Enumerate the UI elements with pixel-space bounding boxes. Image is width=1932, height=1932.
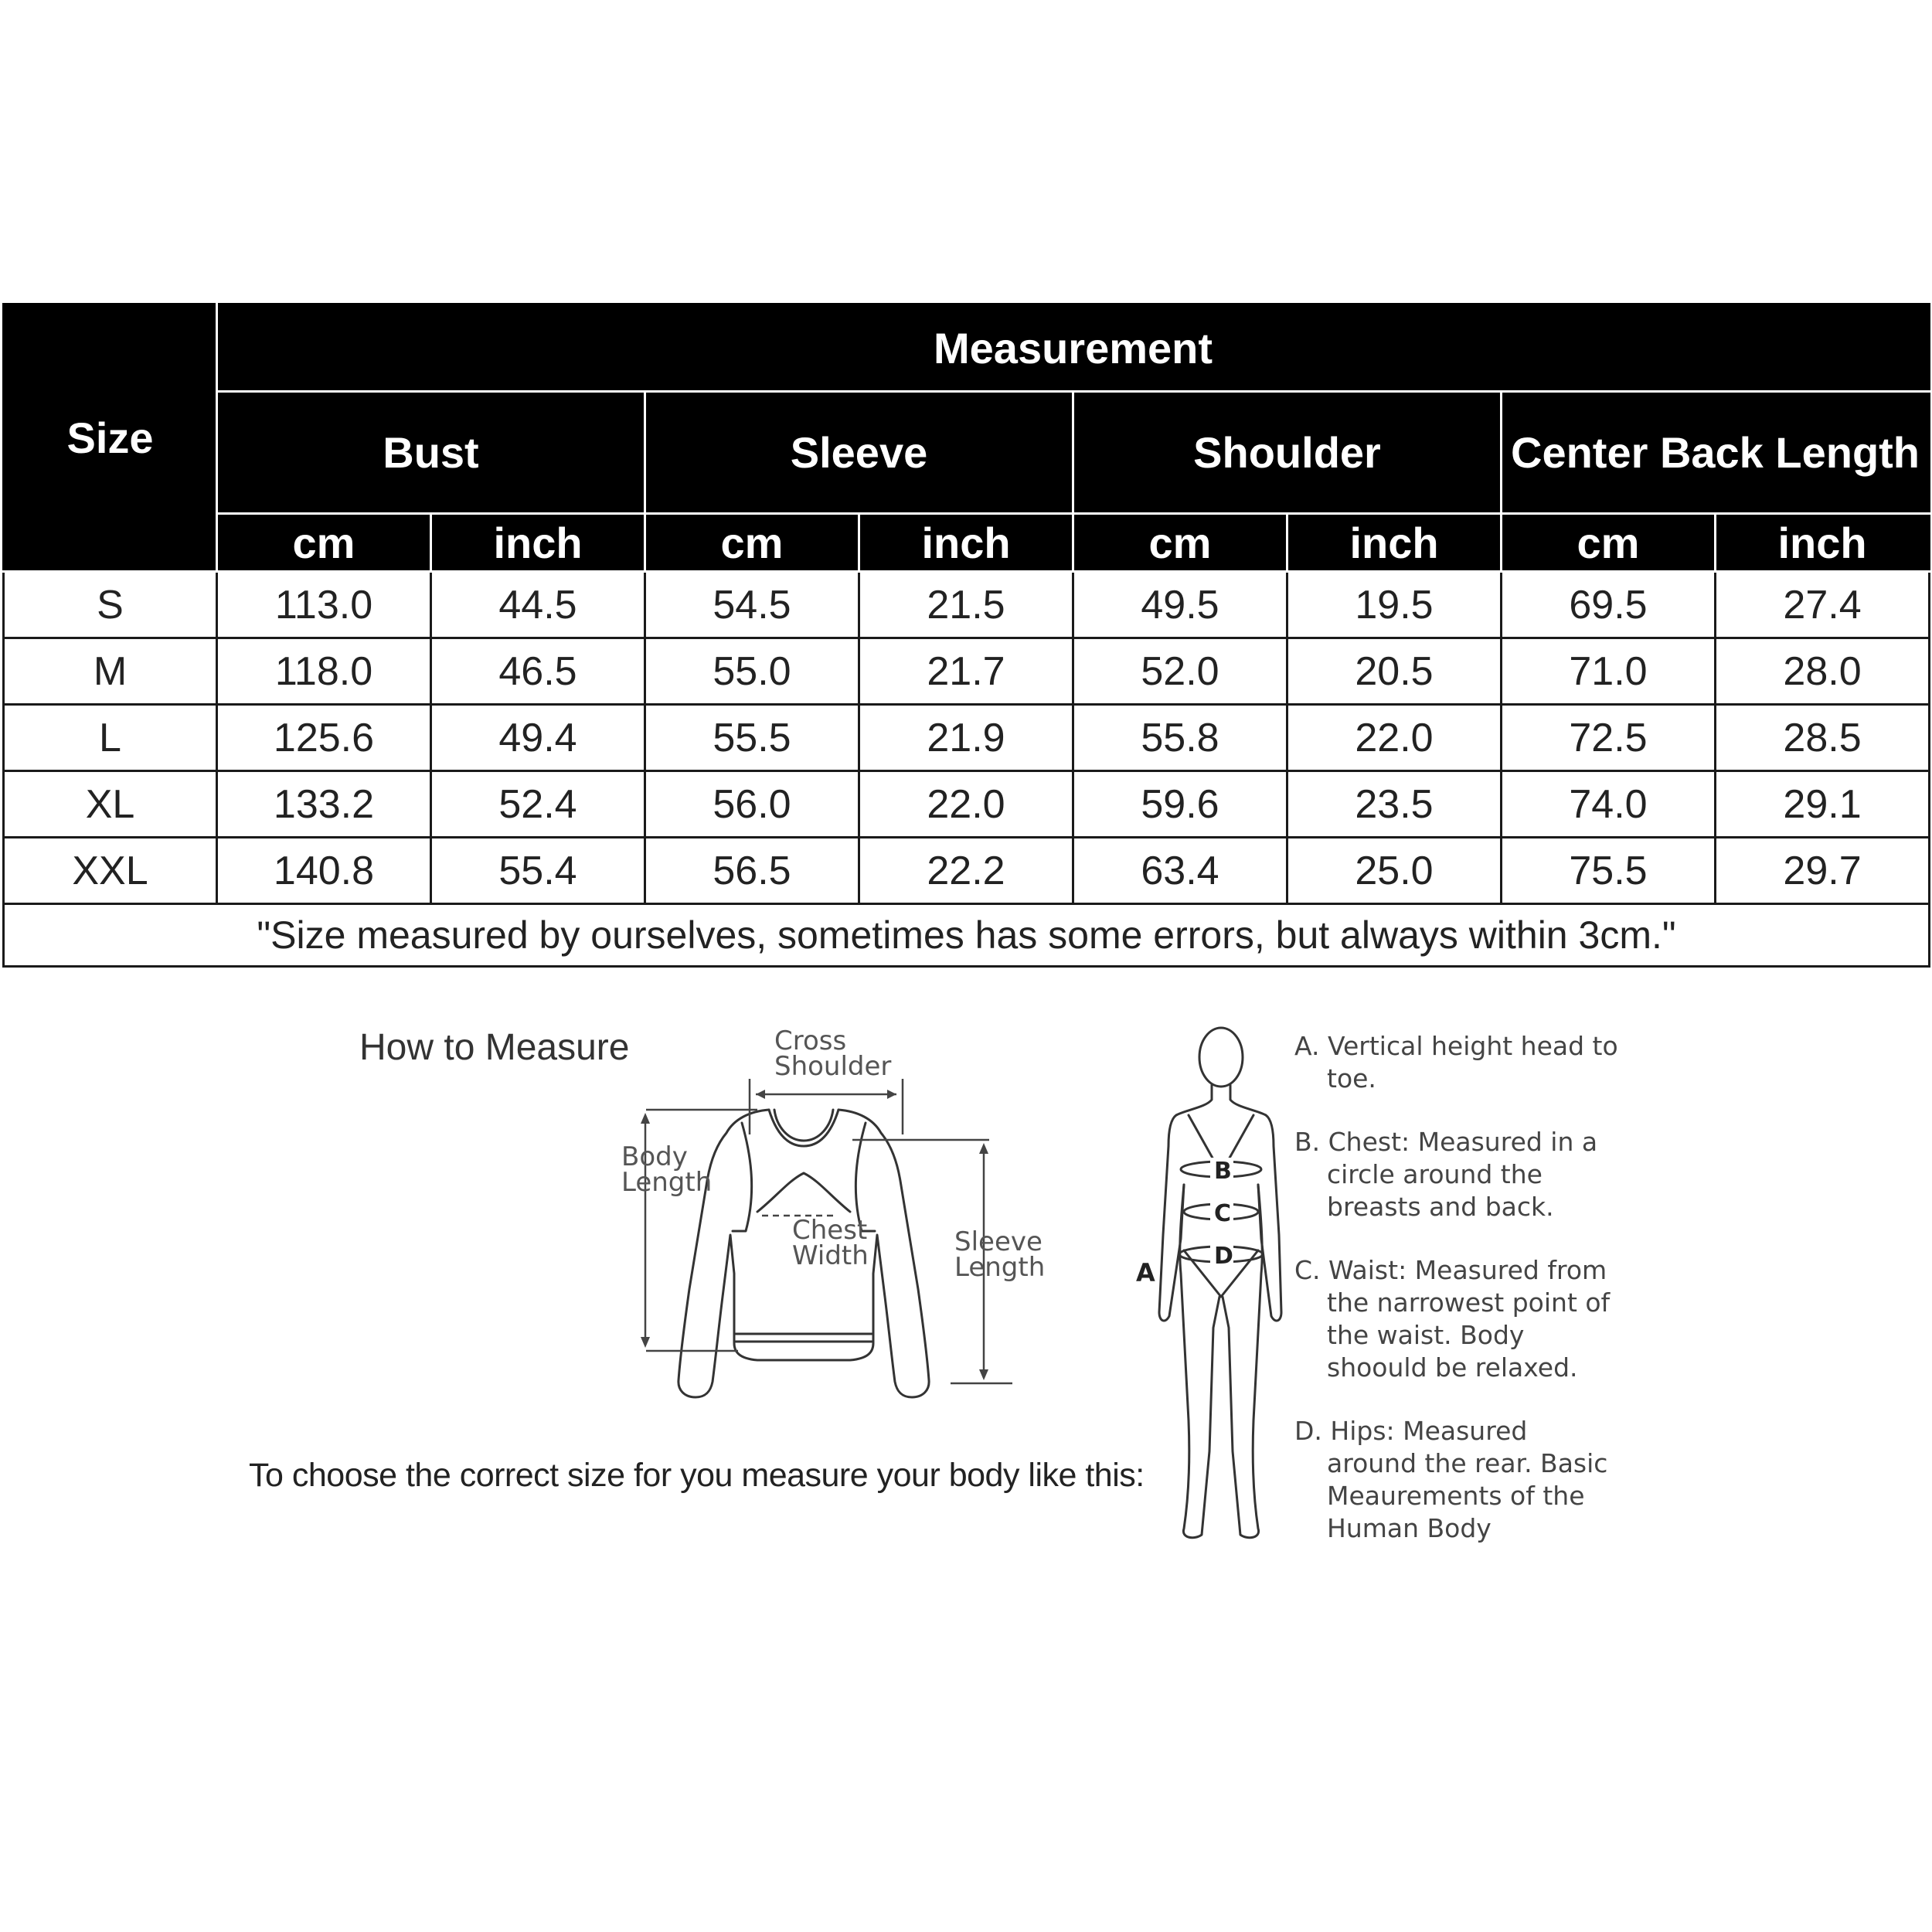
table-row [4, 638, 1930, 705]
value-cell: 74.0 [1502, 771, 1716, 838]
size-cell: L [4, 705, 217, 771]
sleeve-length-label-2: Length [954, 1252, 1046, 1283]
label-c: C [1214, 1200, 1232, 1227]
unit-header-inch: inch [431, 514, 645, 572]
value-cell: 52.4 [431, 771, 645, 838]
table-row [4, 705, 1930, 771]
value-cell: 49.5 [1073, 572, 1287, 638]
body-diagram [1128, 1019, 1283, 1560]
legend-item-a: A. Vertical height head to toe. [1294, 1031, 1618, 1094]
value-cell: 21.9 [859, 705, 1073, 771]
body-length-label-2: Length [621, 1167, 713, 1198]
value-cell: 22.2 [859, 838, 1073, 904]
cross-shoulder-label-2: Shoulder [774, 1051, 892, 1082]
value-cell: 54.5 [645, 572, 859, 638]
size-cell: M [4, 638, 217, 705]
value-cell: 140.8 [217, 838, 431, 904]
value-cell: 22.0 [859, 771, 1073, 838]
label-b: B [1214, 1158, 1232, 1185]
value-cell: 20.5 [1287, 638, 1502, 705]
value-cell: 125.6 [217, 705, 431, 771]
value-cell: 55.4 [431, 838, 645, 904]
value-cell: 25.0 [1287, 838, 1502, 904]
unit-header-inch: inch [859, 514, 1073, 572]
body-length-label-1: Body [621, 1141, 688, 1172]
value-cell: 21.5 [859, 572, 1073, 638]
label-d: D [1214, 1243, 1233, 1270]
value-cell: 56.5 [645, 838, 859, 904]
value-cell: 28.0 [1716, 638, 1930, 705]
size-chart-table [2, 303, 1930, 968]
value-cell: 55.0 [645, 638, 859, 705]
table-row [4, 572, 1930, 638]
legend-item-d: D. Hips: Measured around the rear. Basic Meaurements of the Human Body [1294, 1416, 1608, 1543]
unit-header-cm: cm [1502, 514, 1716, 572]
legend-item-b: B. Chest: Measured in a circle around the breasts and back. [1294, 1127, 1598, 1222]
sleeve-header: Sleeve [645, 392, 1073, 514]
table-row [4, 838, 1930, 904]
unit-header-inch: inch [1716, 514, 1930, 572]
size-cell: XL [4, 771, 217, 838]
measurement-legend [1294, 1030, 1619, 1576]
value-cell: 55.5 [645, 705, 859, 771]
value-cell: 23.5 [1287, 771, 1502, 838]
sweater-diagram [603, 1019, 1082, 1405]
value-cell: 29.7 [1716, 838, 1930, 904]
value-cell: 113.0 [217, 572, 431, 638]
size-note: "Size measured by ourselves, sometimes has some errors, but always within 3cm." [4, 904, 1930, 967]
unit-header-cm: cm [1073, 514, 1287, 572]
bust-header: Bust [217, 392, 645, 514]
value-cell: 29.1 [1716, 771, 1930, 838]
value-cell: 59.6 [1073, 771, 1287, 838]
value-cell: 27.4 [1716, 572, 1930, 638]
unit-header-cm: cm [217, 514, 431, 572]
shoulder-header: Shoulder [1073, 392, 1502, 514]
center-back-length-header: Center Back Length [1502, 392, 1930, 514]
value-cell: 22.0 [1287, 705, 1502, 771]
measurement-header: Measurement [217, 304, 1930, 392]
value-cell: 52.0 [1073, 638, 1287, 705]
measure-instruction: To choose the correct size for you measure your body like this: [249, 1457, 1145, 1494]
unit-header-inch: inch [1287, 514, 1502, 572]
value-cell: 55.8 [1073, 705, 1287, 771]
size-cell: XXL [4, 838, 217, 904]
value-cell: 118.0 [217, 638, 431, 705]
value-cell: 75.5 [1502, 838, 1716, 904]
value-cell: 46.5 [431, 638, 645, 705]
size-cell: S [4, 572, 217, 638]
legend-item-c: C. Waist: Measured from the narrowest point of the waist. Body shoould be relaxed. [1294, 1255, 1611, 1383]
value-cell: 63.4 [1073, 838, 1287, 904]
size-column-header: Size [4, 304, 217, 572]
cross-shoulder-label-1: Cross [774, 1026, 847, 1056]
chest-width-label-2: Width [792, 1240, 869, 1271]
value-cell: 28.5 [1716, 705, 1930, 771]
value-cell: 69.5 [1502, 572, 1716, 638]
value-cell: 72.5 [1502, 705, 1716, 771]
sleeve-length-label-1: Sleeve [954, 1226, 1043, 1257]
how-to-measure-title: How to Measure [359, 1027, 630, 1068]
value-cell: 19.5 [1287, 572, 1502, 638]
label-a: A [1136, 1258, 1155, 1287]
value-cell: 44.5 [431, 572, 645, 638]
value-cell: 56.0 [645, 771, 859, 838]
value-cell: 71.0 [1502, 638, 1716, 705]
chest-width-label-1: Chest [792, 1215, 868, 1246]
value-cell: 21.7 [859, 638, 1073, 705]
value-cell: 49.4 [431, 705, 645, 771]
value-cell: 133.2 [217, 771, 431, 838]
table-row [4, 771, 1930, 838]
unit-header-cm: cm [645, 514, 859, 572]
